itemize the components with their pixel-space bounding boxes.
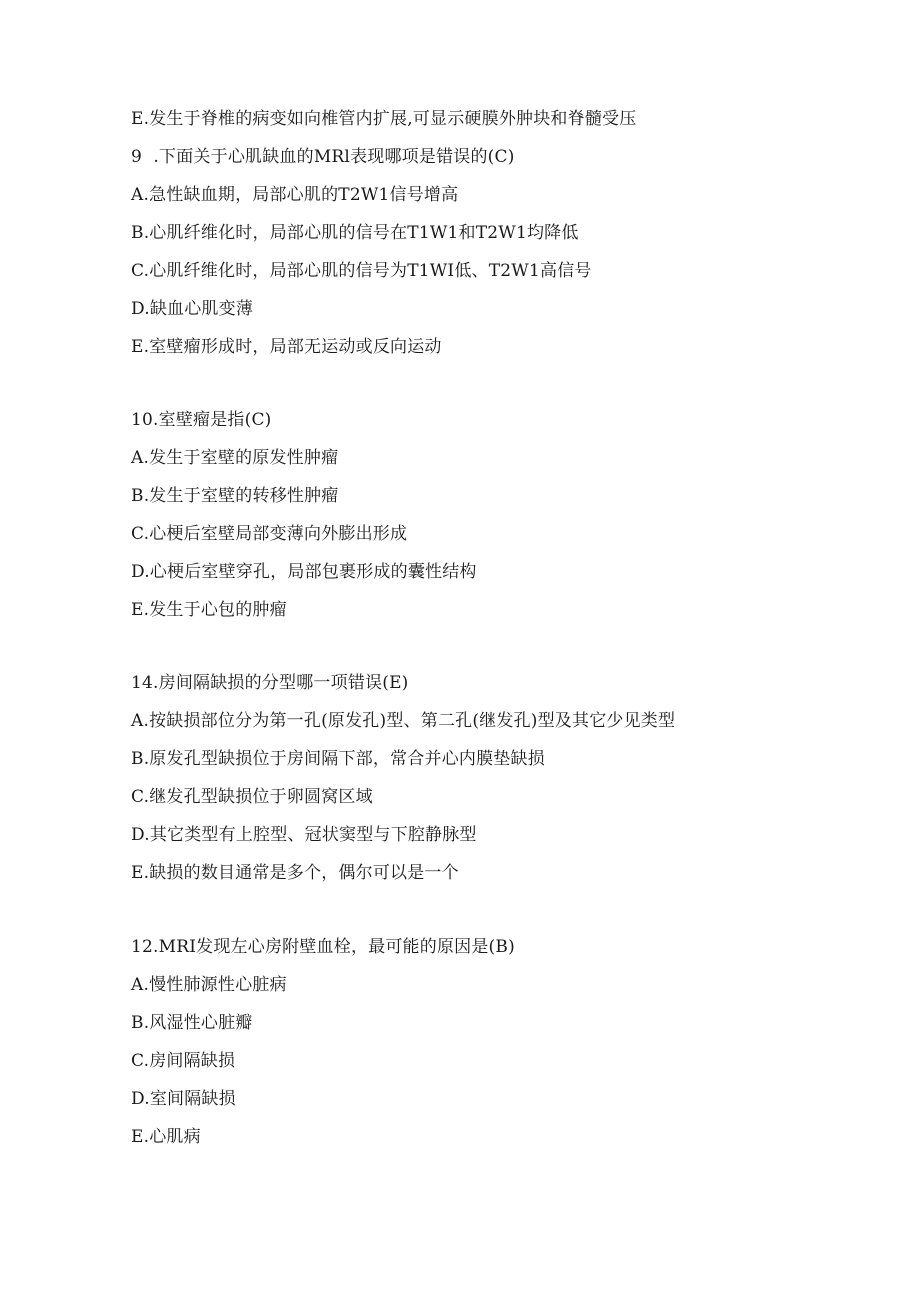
question-9-option-d: D.缺血心肌变薄	[131, 299, 254, 319]
question-9-option-e: E.室壁瘤形成时，局部无运动或反向运动	[131, 337, 442, 357]
question-10-option-d: D.心梗后室壁穿孔，局部包裹形成的囊性结构	[131, 562, 477, 582]
question-10-option-c: C.心梗后室壁局部变薄向外膨出形成	[131, 524, 408, 544]
question-9-stem: 9 .下面关于心肌缺血的MRl表现哪项是错误的(C)	[131, 147, 515, 167]
question-12-option-c: C.房间隔缺损	[131, 1051, 236, 1071]
question-10-option-b: B.发生于室壁的转移性肿瘤	[131, 486, 339, 506]
question-10-option-e: E.发生于心包的肿瘤	[131, 600, 287, 620]
question-12-stem: 12.MRI发现左心房附壁血栓，最可能的原因是(B)	[131, 937, 515, 957]
question-12-option-e: E.心肌病	[131, 1127, 201, 1147]
continuation-option-e: E.发生于脊椎的病变如向椎管内扩展,可显示硬膜外肿块和脊髓受压	[131, 109, 637, 129]
question-14-option-c: C.继发孔型缺损位于卵圆窝区域	[131, 787, 373, 807]
question-12-option-b: B.风湿性心脏瓣	[131, 1013, 253, 1033]
question-10-stem: 10.室壁瘤是指(C)	[131, 410, 272, 430]
question-12-option-a: A.慢性肺源性心脏病	[131, 975, 287, 995]
question-14-option-b: B.原发孔型缺损位于房间隔下部，常合并心内膜垫缺损	[131, 749, 545, 769]
question-14-option-e: E.缺损的数目通常是多个，偶尔可以是一个	[131, 863, 459, 883]
question-9-option-a: A.急性缺血期，局部心肌的T2W1信号增高	[131, 185, 459, 205]
question-9-option-b: B.心肌纤维化时，局部心肌的信号在T1W1和T2W1均降低	[131, 223, 579, 243]
question-14-stem: 14.房间隔缺损的分型哪一项错误(E)	[131, 673, 409, 693]
question-12-option-d: D.室间隔缺损	[131, 1089, 236, 1109]
question-14-option-a: A.按缺损部位分为第一孔(原发孔)型、第二孔(继发孔)型及其它少见类型	[131, 711, 676, 731]
question-14-option-d: D.其它类型有上腔型、冠状窦型与下腔静脉型	[131, 825, 477, 845]
question-9-option-c: C.心肌纤维化时，局部心肌的信号为T1WI低、T2W1高信号	[131, 261, 592, 281]
question-10-option-a: A.发生于室壁的原发性肿瘤	[131, 448, 339, 468]
